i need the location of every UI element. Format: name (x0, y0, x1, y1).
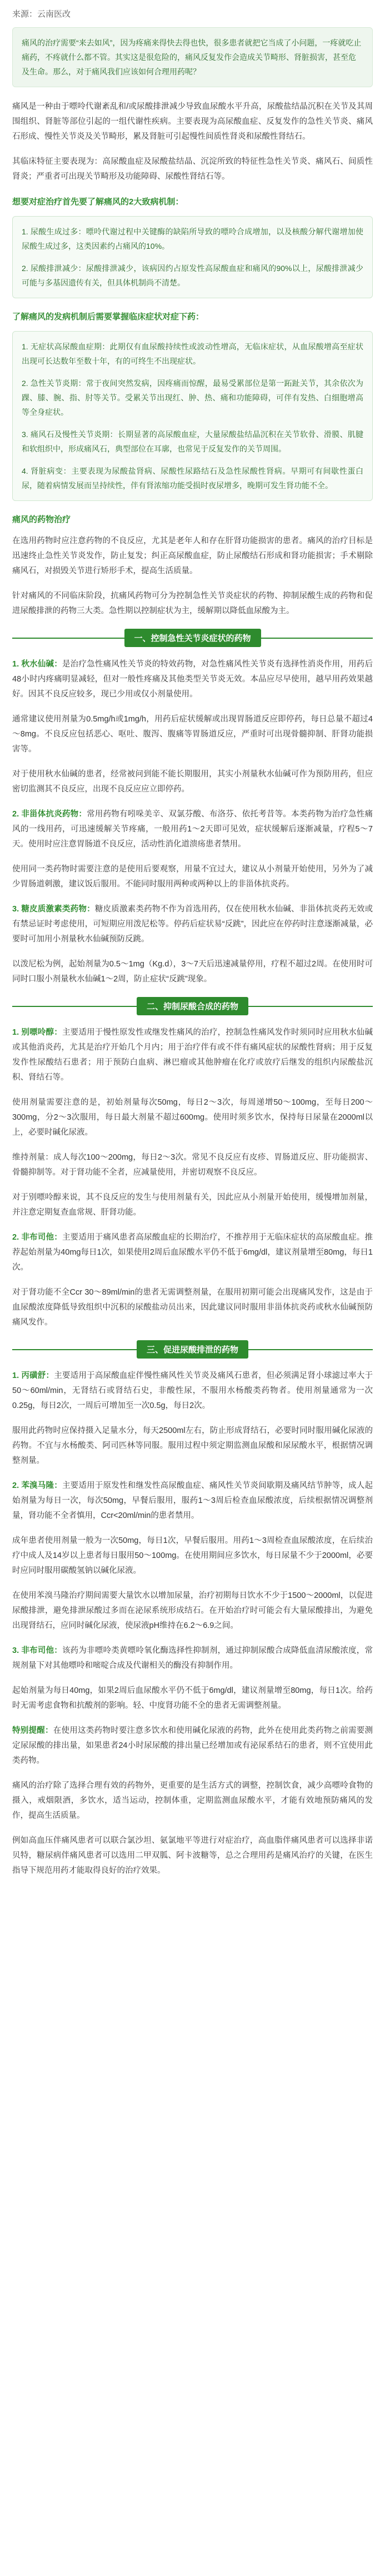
drug-paragraph (12, 1723, 373, 1768)
drug-paragraph (12, 1285, 373, 1330)
drug-paragraph (12, 1150, 373, 1180)
drug-text: 使用剂量需要注意的是，初始剂量每次50mg，每日2～3次，每周递增50～100mg，至每日200～300mg，分2～3次服用，每日最大剂量不超过600mg。使用时须多饮水，保持每日尿量在2000ml以上，必要时碱化尿液。 (12, 1098, 373, 1137)
drug-text: 对于别嘌呤醇来说，其不良反应的发生与使用剂量有关，因此应从小剂量开始使用，缓慢增加剂量，并注意定期复查血常规、肝肾功能。 (12, 1193, 373, 1217)
section-2-body (12, 1025, 373, 1330)
drug-name: 3. 非布司他： (12, 1646, 62, 1655)
drug-name: 3. 糖皮质激素类药物： (12, 905, 95, 914)
drug-name: 2. 非布司他： (12, 1233, 62, 1242)
drug-text: 使用同一类药物时需要注意的是使用后要观察，用量不宜过大，建议从小剂量开始使用，另外为了减少胃肠道刺激，建议饭后服用。不能同时服用两种或两种以上的非甾体抗炎药。 (12, 865, 373, 889)
section-1-header (12, 629, 373, 647)
drug-name: 2. 非甾体抗炎药物： (12, 810, 87, 819)
drug-paragraph (12, 1533, 373, 1578)
section-3-title: 三、促进尿酸排泄的药物 (137, 1340, 248, 1359)
drug-text: 维持剂量：成人每次100～200mg，每日2～3次。常见不良反应有皮疹、胃肠道反应、肝功能损害、骨髓抑制等。对于肾功能不全者，应减量使用，并密切观察不良反应。 (12, 1153, 373, 1177)
pathogenesis-item: 1. 尿酸生成过多：嘌呤代谢过程中关键酶的缺陷所导致的嘌呤合成增加，以及核酸分解代谢增加使尿酸生成过多，这类因素约占痛风的10%。 (22, 227, 363, 250)
article-source: 来源：云南医改 (12, 9, 71, 19)
intro-box: 痛风的治疗需要“来去如风”，因为疼痛来得快去得也快，很多患者就把它当成了小问题，一疼就吃止痛药，不疼就什么都不管。其实这是很危险的，痛风反复发作会造成关节畸形、肾脏损害，甚至危及生命。那么，对于痛风我们应该如何合理用药呢？ (12, 27, 373, 87)
symptom-item: 3. 痛风石及慢性关节炎期：长期显著的高尿酸血症，大量尿酸盐结晶沉积在关节软骨、滑膜、肌腱和软组织中，形成痛风石，典型部位在耳廓，也常见于反复发作的关节周围。 (22, 430, 363, 453)
drug-text: 对于肾功能不全Ccr 30～89ml/min的患者无需调整剂量，在服用初期可能会出现痛风发作，这是由于血尿酸浓度降低导致组织中沉积的尿酸盐动员出来，因此建议同时服用非甾体抗炎药或秋水仙碱预防痛风发作。 (12, 1288, 373, 1327)
drug-paragraph (12, 902, 373, 947)
paragraph-comorbidity: 例如高血压伴痛风患者可以联合氯沙坦、氨氯地平等进行对症治疗，高血脂伴痛风患者可以选择非诺贝特，糖尿病伴痛风患者可以选用二甲双胍、阿卡波糖等，总之合理用药是痛风治疗的关键，在医生指导下规范用药才能取得良好的治疗效果。 (12, 1836, 373, 1875)
drug-text: 主要适用于高尿酸血症伴慢性痛风性关节炎及痛风石患者，但必须满足肾小球滤过率大于50～60ml/min，无肾结石或肾结石史，非酸性尿，不服用水杨酸类药物者。使用剂量通常为一次0.25g，每日2次，一周后可增加至一次0.5g，每日2次。 (12, 1371, 373, 1410)
section-3-body (12, 1369, 373, 1768)
symptom-item: 2. 急性关节炎期：常于夜间突然发病，因疼痛而惊醒，最易受累部位是第一跖趾关节，其余依次为踝、膝、腕、指、肘等关节。受累关节出现红、肿、热、痛和功能障碍，可伴有发热、白细胞增高等全身症状。 (22, 379, 363, 417)
drug-name: 1. 别嘌呤醇： (12, 1028, 62, 1037)
pathogenesis-card (12, 216, 373, 298)
drug-paragraph (12, 657, 373, 702)
drug-text: 起始剂量为每日40mg，如果2周后血尿酸水平仍不低于6mg/dl，建议剂量增至80mg，每日1次。给药时无需考虑食物和抗酸剂的影响。轻、中度肾功能不全的患者无需调整剂量。 (12, 1686, 373, 1710)
section-3-header (12, 1340, 373, 1359)
drug-paragraph (12, 862, 373, 892)
drug-text: 主要适用于原发性和继发性高尿酸血症、痛风性关节炎间歇期及痛风结节肿等，成人起始剂量为每日一次，每次50mg，早餐后服用，服药1～3周后检查血尿酸浓度，后续根据情况调整剂量，肾功能不全者慎用，Ccr<20ml/min的患者禁用。 (12, 1481, 373, 1520)
drug-text: 通常建议使用剂量为0.5mg/h或1mg/h，用药后症状缓解或出现胃肠道反应即停药，每日总量不超过4～8mg。不良反应包括恶心、呕吐、腹泻、腹痛等胃肠道反应，严重时可出现骨髓抑制、肝肾功能损害等。 (12, 715, 373, 754)
drug-text: 在使用这类药物时要注意多饮水和使用碱化尿液的药物，此外在使用此类药物之前需要测定尿尿酸的排出量，如果患者24小时尿尿酸的排出量已经增加或有泌尿系结石的患者，则不宜使用此类药物。 (12, 1726, 373, 1765)
drug-paragraph (12, 712, 373, 757)
drug-text: 服用此药物时应保持摄入足量水分，每天2500ml左右，防止形成肾结石，必要时同时服用碱化尿液的药物。不宜与水杨酸类、阿司匹林等同服。服用过程中须定期监测血尿酸和尿尿酸水平，根据情况调整剂量。 (12, 1426, 373, 1465)
paragraph-clinical-features: 其临床特征主要表现为：高尿酸血症及尿酸盐结晶、沉淀所致的特征性急性关节炎、痛风石、间质性肾炎；严重者可出现关节畸形及功能障碍、尿酸性肾结石等。 (12, 157, 373, 181)
drug-text: 成年患者使用剂量一般为一次50mg，每日1次，早餐后服用。用药1～3周检查血尿酸浓度，在后续治疗中成人及14岁以上患者每日服用50～100mg。在使用期间应多饮水，每日尿量不少于2000ml，必要时应同时服用碳酸氢钠以碱化尿液。 (12, 1536, 373, 1575)
drug-text: 以泼尼松为例，起始剂量为0.5～1mg（Kg.d），3～7天后迅速减量停用，疗程不超过2周。在使用时可同时口服小剂量秋水仙碱1～2周，防止症状“反跳”现象。 (12, 960, 373, 984)
drug-paragraph (12, 957, 373, 987)
symptoms-card (12, 331, 373, 501)
drug-paragraph (12, 1025, 373, 1085)
symptom-item: 1. 无症状高尿酸血症期：此期仅有血尿酸持续性或波动性增高，无临床症状，从血尿酸增高至症状出现可长达数年至数十年，有的可终生不出现症状。 (22, 342, 363, 365)
drug-paragraph (12, 807, 373, 852)
drug-text: 糖皮质激素类药物不作为首选用药，仅在使用秋水仙碱、非甾体抗炎药无效或有禁忌证时考虑使用，可短期应用泼尼松等。停药后症状易“反跳”，因此应在停药时注意逐渐减量，必要时可加用小剂量秋水仙碱预防反跳。 (12, 905, 373, 944)
drug-paragraph (12, 1588, 373, 1633)
paragraph-drug-classes: 针对痛风的不同临床阶段，抗痛风药物可分为控制急性关节炎症状的药物、抑制尿酸生成的药物和促进尿酸排泄的药物三大类。急性期以控制症状为主，缓解期以降低血尿酸为主。 (12, 592, 373, 615)
drug-name: 特别提醒： (12, 1726, 53, 1735)
drug-paragraph (12, 1095, 373, 1140)
drug-name: 1. 秋水仙碱： (12, 660, 62, 669)
section-1-title: 一、控制急性关节炎症状的药物 (124, 629, 261, 647)
drug-paragraph (12, 1643, 373, 1673)
drug-paragraph (12, 1369, 373, 1414)
drug-paragraph (12, 1479, 373, 1523)
drug-name: 2. 苯溴马隆： (12, 1481, 62, 1490)
paragraph-lifestyle: 痛风的治疗除了选择合理有效的药物外，更重要的是生活方式的调整，控制饮食，减少高嘌呤食物的摄入，戒烟限酒，多饮水，适当运动，控制体重，定期监测血尿酸水平，才能有效地预防痛风的发作，提高生活质量。 (12, 1781, 373, 1820)
heading-drug-therapy: 痛风的药物治疗 (12, 515, 71, 524)
paragraph-treatment-goal: 在选用药物时应注意药物的不良反应，尤其是老年人和存在肝肾功能损害的患者。痛风的治疗目标是迅速终止急性关节炎发作，防止复发；纠正高尿酸血症，防止尿酸结石形成和肾功能损害；手术剔除痛风石，对损毁关节进行矫形手术，提高生活质量。 (12, 537, 373, 575)
heading-pathogenesis: 想要对症治疗首先要了解痛风的2大致病机制： (12, 197, 184, 207)
drug-paragraph (12, 767, 373, 797)
section-2-title: 二、抑制尿酸合成的药物 (137, 997, 248, 1015)
drug-text: 常用药物有吲哚美辛、双氯芬酸、布洛芬、依托考昔等。本类药物为治疗急性痛风的一线用药，可迅速缓解关节疼痛，一般用药1～2天即可见效，症状缓解后逐渐减量，疗程5～7天。使用时应注意胃肠道不良反应，活动性消化道溃疡患者禁用。 (12, 810, 373, 849)
drug-name: 1. 丙磺舒： (12, 1371, 54, 1380)
symptom-item: 4. 肾脏病变：主要表现为尿酸盐肾病、尿酸性尿路结石及急性尿酸性肾病。早期可有间歇性蛋白尿，随着病情发展而呈持续性，伴有肾浓缩功能受损时夜尿增多，晚期可发生肾功能不全。 (22, 467, 363, 490)
drug-text: 在使用苯溴马隆治疗期间需要大量饮水以增加尿量，治疗初期每日饮水不少于1500～2000ml，以促进尿酸排泄，避免排泄尿酸过多而在泌尿系统形成结石。在开始治疗时可能会有大量尿酸排出，为避免出现肾结石，应同时碱化尿液，使尿液pH维持在6.2～6.9之间。 (12, 1591, 373, 1630)
drug-paragraph (12, 1683, 373, 1713)
drug-text: 对于使用秋水仙碱的患者，经常被问到能不能长期服用，其实小剂量秋水仙碱可作为预防用药，但应密切监测其不良反应，出现不良反应应立即停药。 (12, 770, 373, 794)
drug-paragraph (12, 1190, 373, 1220)
section-1-body (12, 657, 373, 987)
paragraph-definition: 痛风是一种由于嘌呤代谢紊乱和/或尿酸排泄减少导致血尿酸水平升高，尿酸盐结晶沉积在关节及其周围组织、肾脏等部位引起的一组代谢性疾病。主要表现为高尿酸血症、反复发作的急性关节炎、痛风石形成、慢性关节炎及关节畸形，累及肾脏可引起慢性间质性肾炎和尿酸性肾结石。 (12, 102, 373, 141)
drug-text: 主要适用于痛风患者高尿酸血症的长期治疗，不推荐用于无临床症状的高尿酸血症。推荐起始剂量为40mg每日1次，如果使用2周后血尿酸水平仍不低于6mg/dl，建议剂量增至80mg，每日1次。 (12, 1233, 373, 1272)
drug-paragraph (12, 1230, 373, 1275)
section-2-header (12, 997, 373, 1015)
drug-text: 是治疗急性痛风性关节炎的特效药物，对急性痛风性关节炎有选择性消炎作用，用药后48小时内疼痛明显减轻，但对一般性疼痛及其他类型关节炎无效。本品应尽早使用，越早用药效果越好。因其不良反应较多，现已少用或仅小剂量使用。 (12, 660, 373, 699)
pathogenesis-item: 2. 尿酸排泄减少：尿酸排泄减少，该病因约占原发性高尿酸血症和痛风的90%以上，尿酸排泄减少可能与多基因遗传有关，但具体机制尚不清楚。 (22, 264, 363, 287)
drug-text: 主要适用于慢性原发性或继发性痛风的治疗，控制急性痛风发作时须同时应用秋水仙碱或其他消炎药，尤其是治疗开始几个月内；用于治疗伴有或不伴有痛风症状的尿酸性肾病；用于反复发作性尿酸结石患者；用于预防白血病、淋巴瘤或其他肿瘤在化疗或放疗后继发的组织内尿酸盐沉积、肾结石等。 (12, 1028, 373, 1082)
drug-paragraph (12, 1424, 373, 1469)
drug-text: 该药为非嘌呤类黄嘌呤氧化酶选择性抑制剂，通过抑制尿酸合成降低血清尿酸浓度，常规剂量下对其他嘌呤和嘧啶合成及代谢相关的酶没有抑制作用。 (12, 1646, 373, 1670)
heading-symptoms: 了解痛风的发病机制后需要掌握临床症状对症下药： (12, 312, 204, 322)
